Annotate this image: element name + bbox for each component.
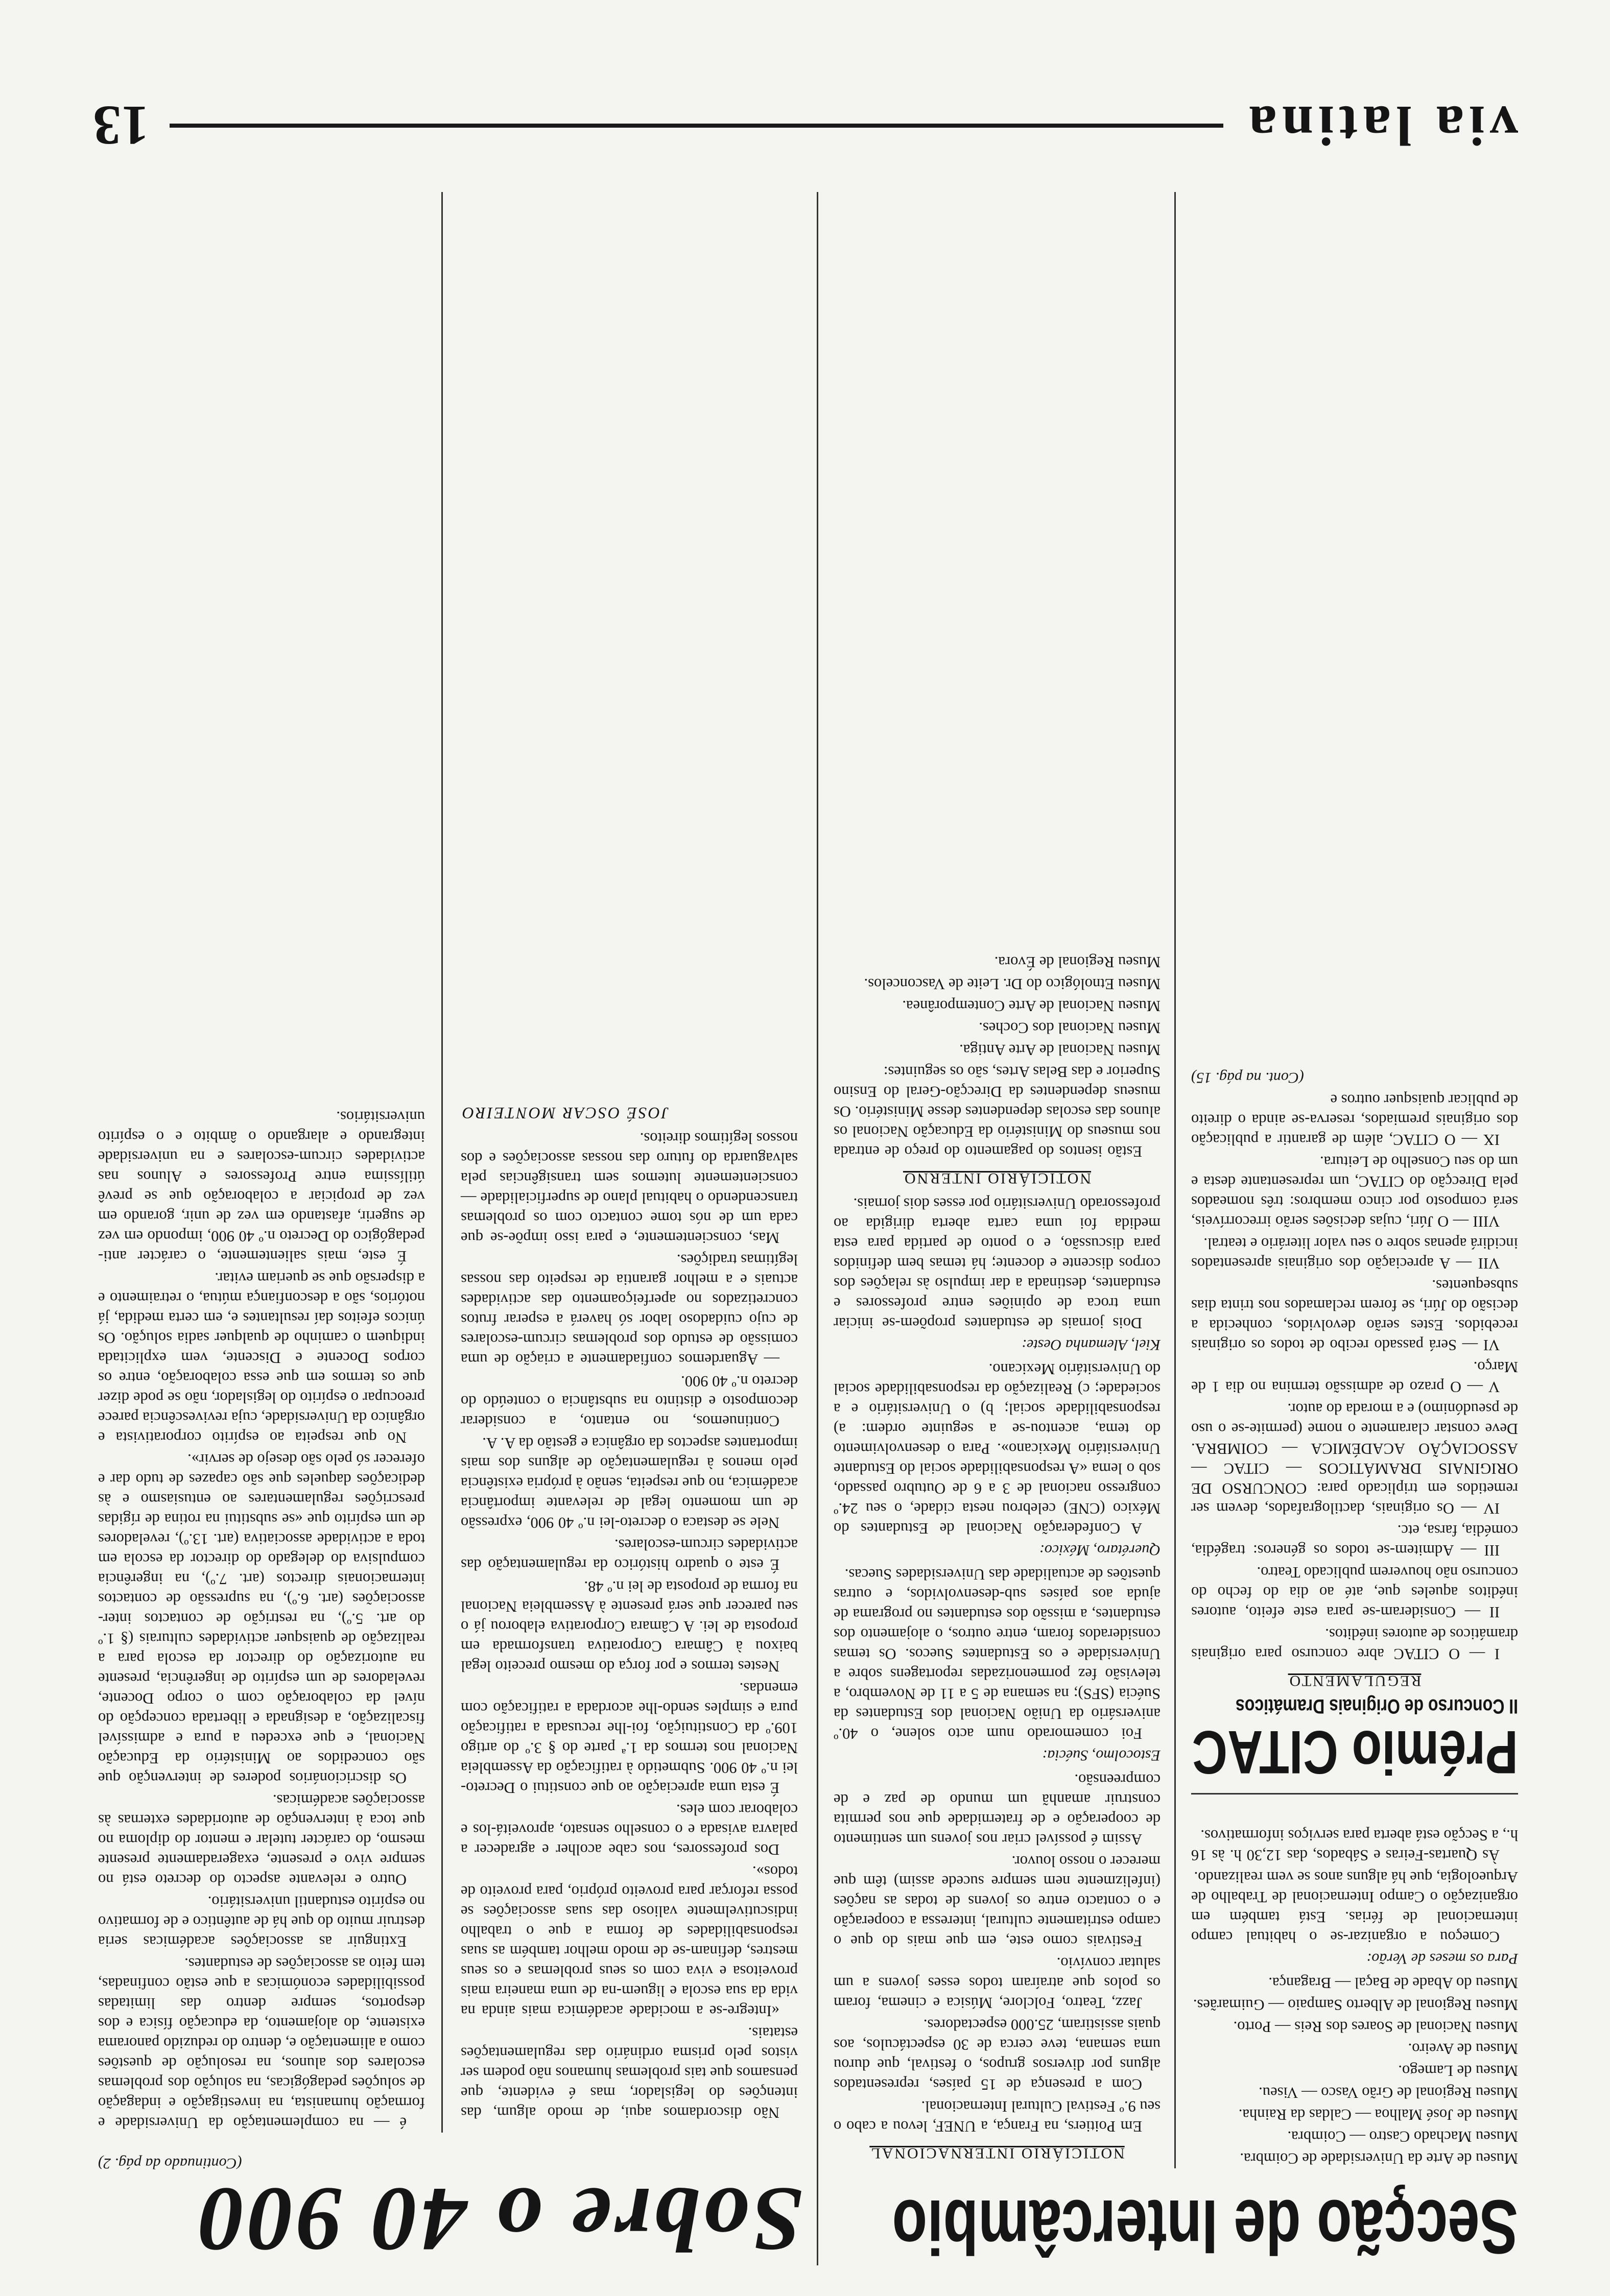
museum-item: Museu do Abade de Baçal — Bragança. <box>1268 1974 1518 1992</box>
opening-hours: Às Quartas-Feiras e Sábados, das 12,30 h. às 16 h., a Secção está aberta para serviços informativos. <box>1191 1827 1518 1864</box>
intercambio-title: Secção de Intercâmbio <box>892 2184 1518 2270</box>
intercambio-title-block <box>834 2184 1518 2270</box>
intercambio-paragraph: Assim é possível criar nos jovens um sentimento de cooperação e de fraternidade que nos permita construir amanhã um mundo de paz e de compreensão. <box>834 1771 1161 1848</box>
rules-heading: REGULAMENTO <box>1288 1672 1422 1689</box>
article-paragraph: é — na complementação da Universidade e formação humanista, na investigação e indagação de soluções pedagógicas, na solução dos problemas escolares dos alunos, na resolução de questões como a alimentação e, dentro do reduzido panorama existente, do alojamento, da educação física e dos desportos, sempre dentro das limitadas possibilidades económicas a que estão confinadas, tem feito as associações de estudantes. <box>98 1955 425 2132</box>
museum-item: Museu de José Malhoa — Caldas da Rainha. <box>1238 2106 1518 2123</box>
intercambio-paragraph: Em Poitiers, na França, a UNEF, levou a cabo o seu 9.º Festival Cultural Internacional. <box>834 2098 1161 2135</box>
article-paragraph: Extinguir as associações académicas seria destruir muito do que há de autêntico e de formativo no espírito estudantil universitário. <box>98 1893 425 1950</box>
item-text: Foi comemorado num acto solene, o 40.º aniversário da União Nacional dos Estudantes da Suécia (SFS); na semana de 5 a 11 de Novembro, a televisão fez pormenorizadas reportagens sobre a Universidade e os Estudantes Suecos. Os temas considerados foram, entre outros, o alojamento dos estudantes, a missão dos estudantes no programa de ajuda aos países sub-desenvolvidos, e outras questões de actualidade das Universidades Suecas. <box>834 1566 1161 1742</box>
museum-item: Museu Regional de Alberto Sampaio — Guimarães. <box>1193 1996 1518 2014</box>
museum-item: Museu de Arte da Universidade de Coimbra. <box>1240 2150 1518 2167</box>
article-paragraph: Nele se destaca o decreto-lei n.º 40 900, expressão de um momento legal de relevante importância académica, no que respeita, senão à própria existência pelo menos à regulamentação de alguns dos mais importantes aspectos da orgânica e gestão da A. A. <box>461 1434 798 1532</box>
museum-item: Museu de Lamego. <box>1398 2062 1518 2079</box>
item-place: Querétaro, México: <box>1039 1542 1161 1559</box>
internacional-heading: NOTICIÁRIO INTERNACIONAL <box>869 2145 1125 2162</box>
museum-item: Museu Etnológico do Dr. Leite de Vasconcelos. <box>864 975 1161 993</box>
item-place: Kiel, Alemanha Oeste: <box>1022 1336 1161 1353</box>
museum-item: Museu Regional de Évora. <box>994 953 1161 971</box>
column-divider <box>817 192 818 2265</box>
citac-block <box>1191 1068 1518 1795</box>
article-column-1 <box>98 1105 425 2133</box>
item-place: Para os meses de Verão: <box>1366 1950 1518 1967</box>
museum-item: Museu Nacional de Soares dos Reis — Porto. <box>1233 2018 1518 2036</box>
article-paragraph: «Integre-se a mocidade académica mais ainda na vida da sua escola e liguem-na de uma maneira mais proveitosa e viva com os seus problemas e os seus mestres, definam-se de modo melhor também as suas responsabilidades de forma a que o trabalho indiscutivelmente valioso das suas associações se possa reforçar para proveito próprio, para proveito de todos». <box>461 1863 798 2020</box>
article-paragraph: Continuemos, no entanto, a considerar decomposto e distinto na substância o conteúdo do decreto n.º 40 900. <box>461 1373 798 1430</box>
article-paragraph: É este, mais salientemente, o carácter anti-pedagógico do Decreto n.º 40 900, impondo em vez de sugerir, afastando em vez de unir, gorando em vez de propiciar a colaboração que se prevê útilíssima entre Professores e Alunos nas actividades circum-escolares e na universidade integrando e alargando o âmbito e o espírito universitários. <box>98 1108 425 1265</box>
masthead-rule <box>170 124 1223 128</box>
article-paragraph: Outro e relevante aspecto do decreto está no sempre vivo e presente, exageradamente presente mesmo, do carácter tutelar e mentor do diploma no que toca à intervenção de autoridades externas às associações académicas. <box>98 1791 425 1888</box>
citac-subtitle: II Concurso de Originais Dramáticos <box>1235 1695 1518 1717</box>
item-text: Começou a organizar-se o habitual campo internacional de férias. Está também em organização o Campo Internacional de Trabalho de Arqueologia, que há alguns anos se vem realizando. <box>1191 1869 1518 1946</box>
intercambio-column-1 <box>834 950 1161 2168</box>
rule-item: IX — O CITAC, além de garantir a publicação dos originais premiados, reserva-se ainda o direito de publicar quaisquer outros e <box>1191 1091 1518 1149</box>
rule-item: V — O prazo de admissão termina no dia 1 de Março. <box>1191 1358 1518 1396</box>
article-paragraph: É este o quadro histórico da regulamentação das actividades circum-escolares. <box>461 1536 798 1573</box>
article-paragraph: Mas, conscientemente, e para isso impõe-se que cada um de nós tome contacto com os problemas transcendendo o habitual plano de superficialidade — conscientemente lutemos sem transigências pela salvaguarda do futuro das nossas associações e dos nossos legítimos direitos. <box>461 1130 798 1247</box>
article-signature: JOSÉ OSCAR MONTEIRO <box>461 1104 669 1122</box>
article-paragraph: Os discricionários poderes de intervenção que são concedidos ao Ministério da Educação Nacional, e que excedeu a pura e admissível fiscalização, a designada e libertada concepção do nível da colaboração com o corpo Docente, reveladores de um espírito de ingerência, presente na autorização do director da escola para a realização de quaisquer actividades culturais (§ 1.º do art. 5.º), na restrição de contactos inter-associações (art. 6.º), na supressão de contactos internacionais directos (art. 7.º), na ingerência compulsiva do delegado do director da escola em toda a actividade associativa (art. 13.º), reveladores de um espírito que «se substitui na rotina de rígidas prescrições regulamentares ao entusiasmo e às dedicações daqueles que são capazes de tudo dar e oferecer só pelo são desejo de servir». <box>98 1451 425 1787</box>
item-text: Dois jornais de estudantes propõem-se iniciar uma troca de opiniões entre professores e estudantes, destinada a dar impulso às relações dos corpos discente e docente; há temas bem definidos para discussão, e o ponto de partida para esta medida foi uma carta aberta dirigida ao professorado Universitário por esses dois jornais. <box>834 1195 1161 1332</box>
page-number: 13 <box>93 94 149 157</box>
rule-item: IV — Os originais, dactilografados, devem ser remetidos em triplicado para: CONCURSO DE ORIGINAIS DRAMÁTICOS — CITAC — ASSOCIAÇÃO ACADÉMICA — COIMBRA. Deve constar claramente o nome (permite-se o uso de pseudónimo) e a morada do autor. <box>1191 1400 1518 1517</box>
article-paragraph: — Aguardemos confiadamente a criação de uma comissão de estudo dos problemas circum-escolares de cujo cuidadoso labor só haverá a esperar frutos concretizados no aperfeiçoamento das actividades actuais e a melhor garantia de respeito das nossas legítimas tradições. <box>461 1251 798 1368</box>
museum-item: Museu Regional de Grão Vasco — Viseu. <box>1259 2084 1518 2101</box>
article-paragraph: Não discordamos aqui, de modo algum, das intenções do legislador, mas é evidente, que pensamos que tais problemas humanos não podem ser vistos pelo prisma ordinário das regulamentações estatais. <box>461 2024 798 2121</box>
interno-text: Estão isentos do pagamento do preço de entrada nos museus do Ministério da Educação Nacional os alunos das escolas dependentes desse Ministério. Os museus dependentes da Direcção-Geral do Ensino Superior e das Belas Artes, são os seguintes: <box>834 1063 1161 1160</box>
article-paragraph: No que respeita ao espírito corporativista e orgânico da Universidade, cuja revivescência parece preocupar o espírito do legislador, não se pode dizer que os termos em que essa colaboração, entre os corpos Docente e Discente, vem explicitada indiquem o caminho de qualquer sadia solução. Os únicos efeitos daí resultantes e, em certa medida, já notórios, são a desconfiança mútua, o retraimento e a dispersão que se queriam evitar. <box>98 1270 425 1446</box>
column-divider <box>1174 192 1176 2168</box>
rule-item: III — Admitem-se todos os géneros: tragédia, comédia, farsa, etc. <box>1191 1522 1518 1559</box>
intercambio-paragraph: Festivais como este, em que mais do que o campo estritamente cultural, interessa a cooperação e o contacto entre os jovens de todas as nações (infelizmente nem sempre sucede assim) têm que merecer o nosso louvor. <box>834 1853 1161 1950</box>
museum-item: Museu Nacional de Arte Antiga. <box>959 1041 1161 1059</box>
rule-item: VII — A apreciação dos originais apresentados incidirá apenas sobre o seu valor literário e teatral. <box>1191 1235 1518 1272</box>
museum-item: Museu de Aveiro. <box>1408 2040 1518 2058</box>
publication-name: via latina <box>1244 94 1518 157</box>
item-place: Estocolmo, Suécia: <box>1042 1747 1161 1764</box>
rule-item: II — Consideram-se para este efeito, autores inéditos aqueles que, até ao dia do fecho do concurso não houverem publicado Teatro. <box>1191 1564 1518 1621</box>
intercambio-paragraph: Com a presença de 15 países, representados alguns por diversos grupos, o festival, que durou uma semana, teve cerca de 30 espectáculos, aos quais assistiram, 25.000 espectadores. <box>834 2016 1161 2093</box>
rule-item: I — O CITAC abre concurso para originais dramáticos de autores inéditos. <box>1191 1625 1518 1663</box>
museum-item: Museu Machado Castro — Coimbra. <box>1287 2128 1518 2145</box>
citac-title: Prémio CITAC <box>1192 1718 1518 1786</box>
intercambio-column-2 <box>1191 1068 1518 2168</box>
article-column-2 <box>461 1103 798 2122</box>
citac-continued-note: (Cont. na pág. 15) <box>1191 1069 1304 1086</box>
article-title-block <box>98 2154 803 2270</box>
item-text: A Confederação Nacional de Estudantes do México (CNE) celebrou nesta cidade, o seu 24.º congresso nacional de 3 a 6 de Outubro passado, sob o lema «A responsabilidade social do Estudante Universitário Mexicano». Para o desenvolvimento do tema, acentou-se a seguinte ordem: a) responsabilidade social; b) o Universitário e a sociedade; c) Realização da responsabilidade social do Universitário Mexicano. <box>834 1360 1161 1537</box>
article-paragraph: Nestes termos e por força do mesmo preceito legal baixou à Câmara Corporativa transformada em proposta de lei. A Câmara Corporativa elaborou já o seu parecer que será presente à Assembleia Nacional na forma de proposta de lei n.º 48. <box>461 1578 798 1675</box>
rule-item: VIII — O Júri, cujas decisões serão irrecorríveis, será composto por cinco membros: três nomeados pela Direcção do CITAC, um representante desta e um do seu Conselho de Leitura. <box>1191 1153 1518 1230</box>
museum-item: Museu Nacional de Arte Contemporânea. <box>902 997 1161 1015</box>
intercambio-paragraph: Jazz, Teatro, Folclore, Música e cinema, foram os polos que atraíram todos esses jovens a um salutar convívio. <box>834 1954 1161 2012</box>
rule-item: VI — Será passado recibo de todos os originais recebidos. Estes serão devolvidos, conhecida a decisão do Júri, se forem reclamados nos trinta dias subsequentes. <box>1191 1277 1518 1354</box>
article-paragraph: É esta uma apreciação ao que constitui o Decreto-lei n.º 40 900. Submetido à ratificação da Assembleia Nacional nos termos da 1.ª parte do § 3.º do artigo 109.º da Constituição, foi-lhe recusada a ratificação pura e simples sendo-lhe acordada a ratificação com emendas. <box>461 1680 798 1797</box>
interno-heading: NOTICIÁRIO INTERNO <box>903 1170 1092 1187</box>
museum-item: Museu Nacional dos Coches. <box>979 1019 1161 1037</box>
article-paragraph: Dos professores, nos cabe acolher e agradecer a palavra avisada e o conselho sensato, aproveitá-los e colaborar com eles. <box>461 1801 798 1858</box>
article-title: Sobre o 40 900 <box>195 2169 803 2270</box>
column-divider <box>441 192 443 2133</box>
continued-from-note: (Continuado da pág. 2) <box>98 2155 242 2172</box>
masthead <box>93 95 1518 156</box>
